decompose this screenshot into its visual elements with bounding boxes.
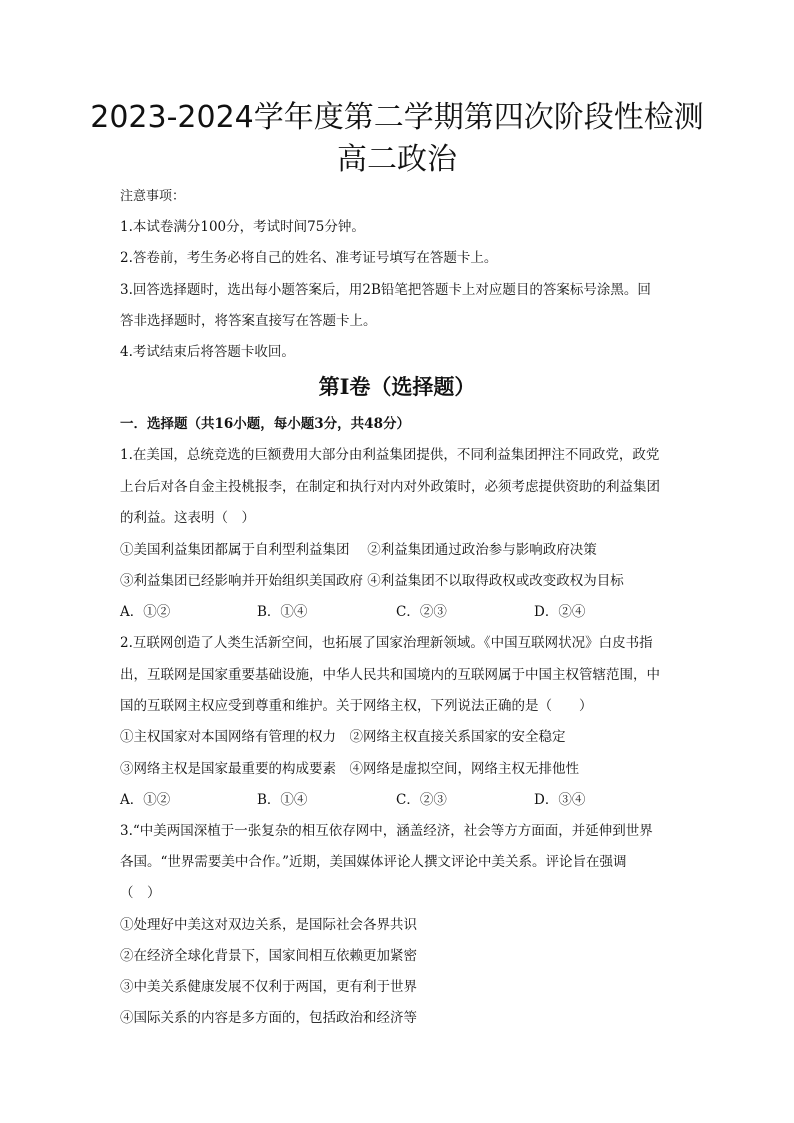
q1-stem-line: 上台后对各自金主投桃报李，在制定和执行对内对外政策时，必须考虑提供资助的利益集团 bbox=[120, 479, 660, 495]
q3-stem-line: 3.“中美两国深植于一张复杂的相互依存网中，涵盖经济，社会等方方面面，并延伸到世界 bbox=[120, 823, 653, 839]
part-heading: 一．选择题（共16小题，每小题3分，共48分） bbox=[120, 416, 410, 432]
note-item: 4.考试结束后将答题卡收回。 bbox=[120, 344, 295, 360]
q3-statement: ③中美关系健康发展不仅利于两国，更有利于世界 bbox=[120, 979, 417, 995]
note-item: 2.答卷前，考生务必将自己的姓名、准考证号填写在答题卡上。 bbox=[120, 250, 498, 266]
q1-statement: ①美国利益集团都属于自利型利益集团 ②利益集团通过政治参与影响政府决策 bbox=[120, 542, 597, 558]
q3-statement: ①处理好中美这对双边关系，是国际社会各界共识 bbox=[120, 917, 417, 933]
q1-option-a: A．①② bbox=[120, 604, 171, 620]
q2-statement: ①主权国家对本国网络有管理的权力 ②网络主权直接关系国家的安全稳定 bbox=[120, 729, 566, 745]
note-item: 1.本试卷满分100分，考试时间75分钟。 bbox=[120, 219, 365, 235]
q2-stem-line: 2.互联网创造了人类生活新空间，也拓展了国家治理新领域。《中国互联网状况》白皮书指 bbox=[120, 635, 653, 651]
q2-option-d: D．③④ bbox=[534, 792, 586, 808]
q2-option-b: B．①④ bbox=[257, 792, 308, 808]
q1-statement: ③利益集团已经影响并开始组织美国政府 ④利益集团不以取得政权或改变政权为目标 bbox=[120, 573, 624, 589]
q2-statement: ③网络主权是国家最重要的构成要素 ④网络是虚拟空间，网络主权无排他性 bbox=[120, 761, 579, 777]
q2-stem-line: 国的互联网主权应受到尊重和维护。关于网络主权，下列说法正确的是（ ） bbox=[120, 698, 593, 714]
notes-heading: 注意事项： bbox=[120, 189, 186, 204]
exam-subject: 高二政治 bbox=[337, 142, 457, 177]
note-item: 答非选择题时，将答案直接写在答题卡上。 bbox=[120, 313, 377, 329]
q1-option-d: D．②④ bbox=[534, 604, 586, 620]
q1-stem-line: 1.在美国，总统竞选的巨额费用大部分由利益集团提供，不同利益集团押注不同政党，政党 bbox=[120, 447, 660, 463]
section-title: 第I卷（选择题） bbox=[318, 374, 476, 399]
q3-statement: ②在经济全球化背景下，国家间相互依赖更加紧密 bbox=[120, 948, 417, 964]
q1-option-c: C．②③ bbox=[396, 604, 447, 620]
q2-stem-line: 出，互联网是国家重要基础设施，中华人民共和国境内的互联网属于中国主权管辖范围，中 bbox=[120, 667, 660, 683]
q3-statement: ④国际关系的内容是多方面的，包括政治和经济等 bbox=[120, 1010, 417, 1026]
q3-stem-line: 各国。“世界需要美中合作。”近期，美国媒体评论人撰文评论中美关系。评论旨在强调 bbox=[120, 854, 627, 870]
q1-stem-line: 的利益。这表明（ ） bbox=[120, 510, 255, 526]
q3-stem-line: （ ） bbox=[120, 885, 161, 901]
exam-title: 2023-2024学年度第二学期第四次阶段性检测 bbox=[90, 100, 704, 135]
q2-option-c: C．②③ bbox=[396, 792, 447, 808]
note-item: 3.回答选择题时，选出每小题答案后，用2B铅笔把答题卡上对应题目的答案标号涂黑。回 bbox=[120, 282, 651, 298]
q1-option-b: B．①④ bbox=[257, 604, 308, 620]
q2-option-a: A．①② bbox=[120, 792, 171, 808]
